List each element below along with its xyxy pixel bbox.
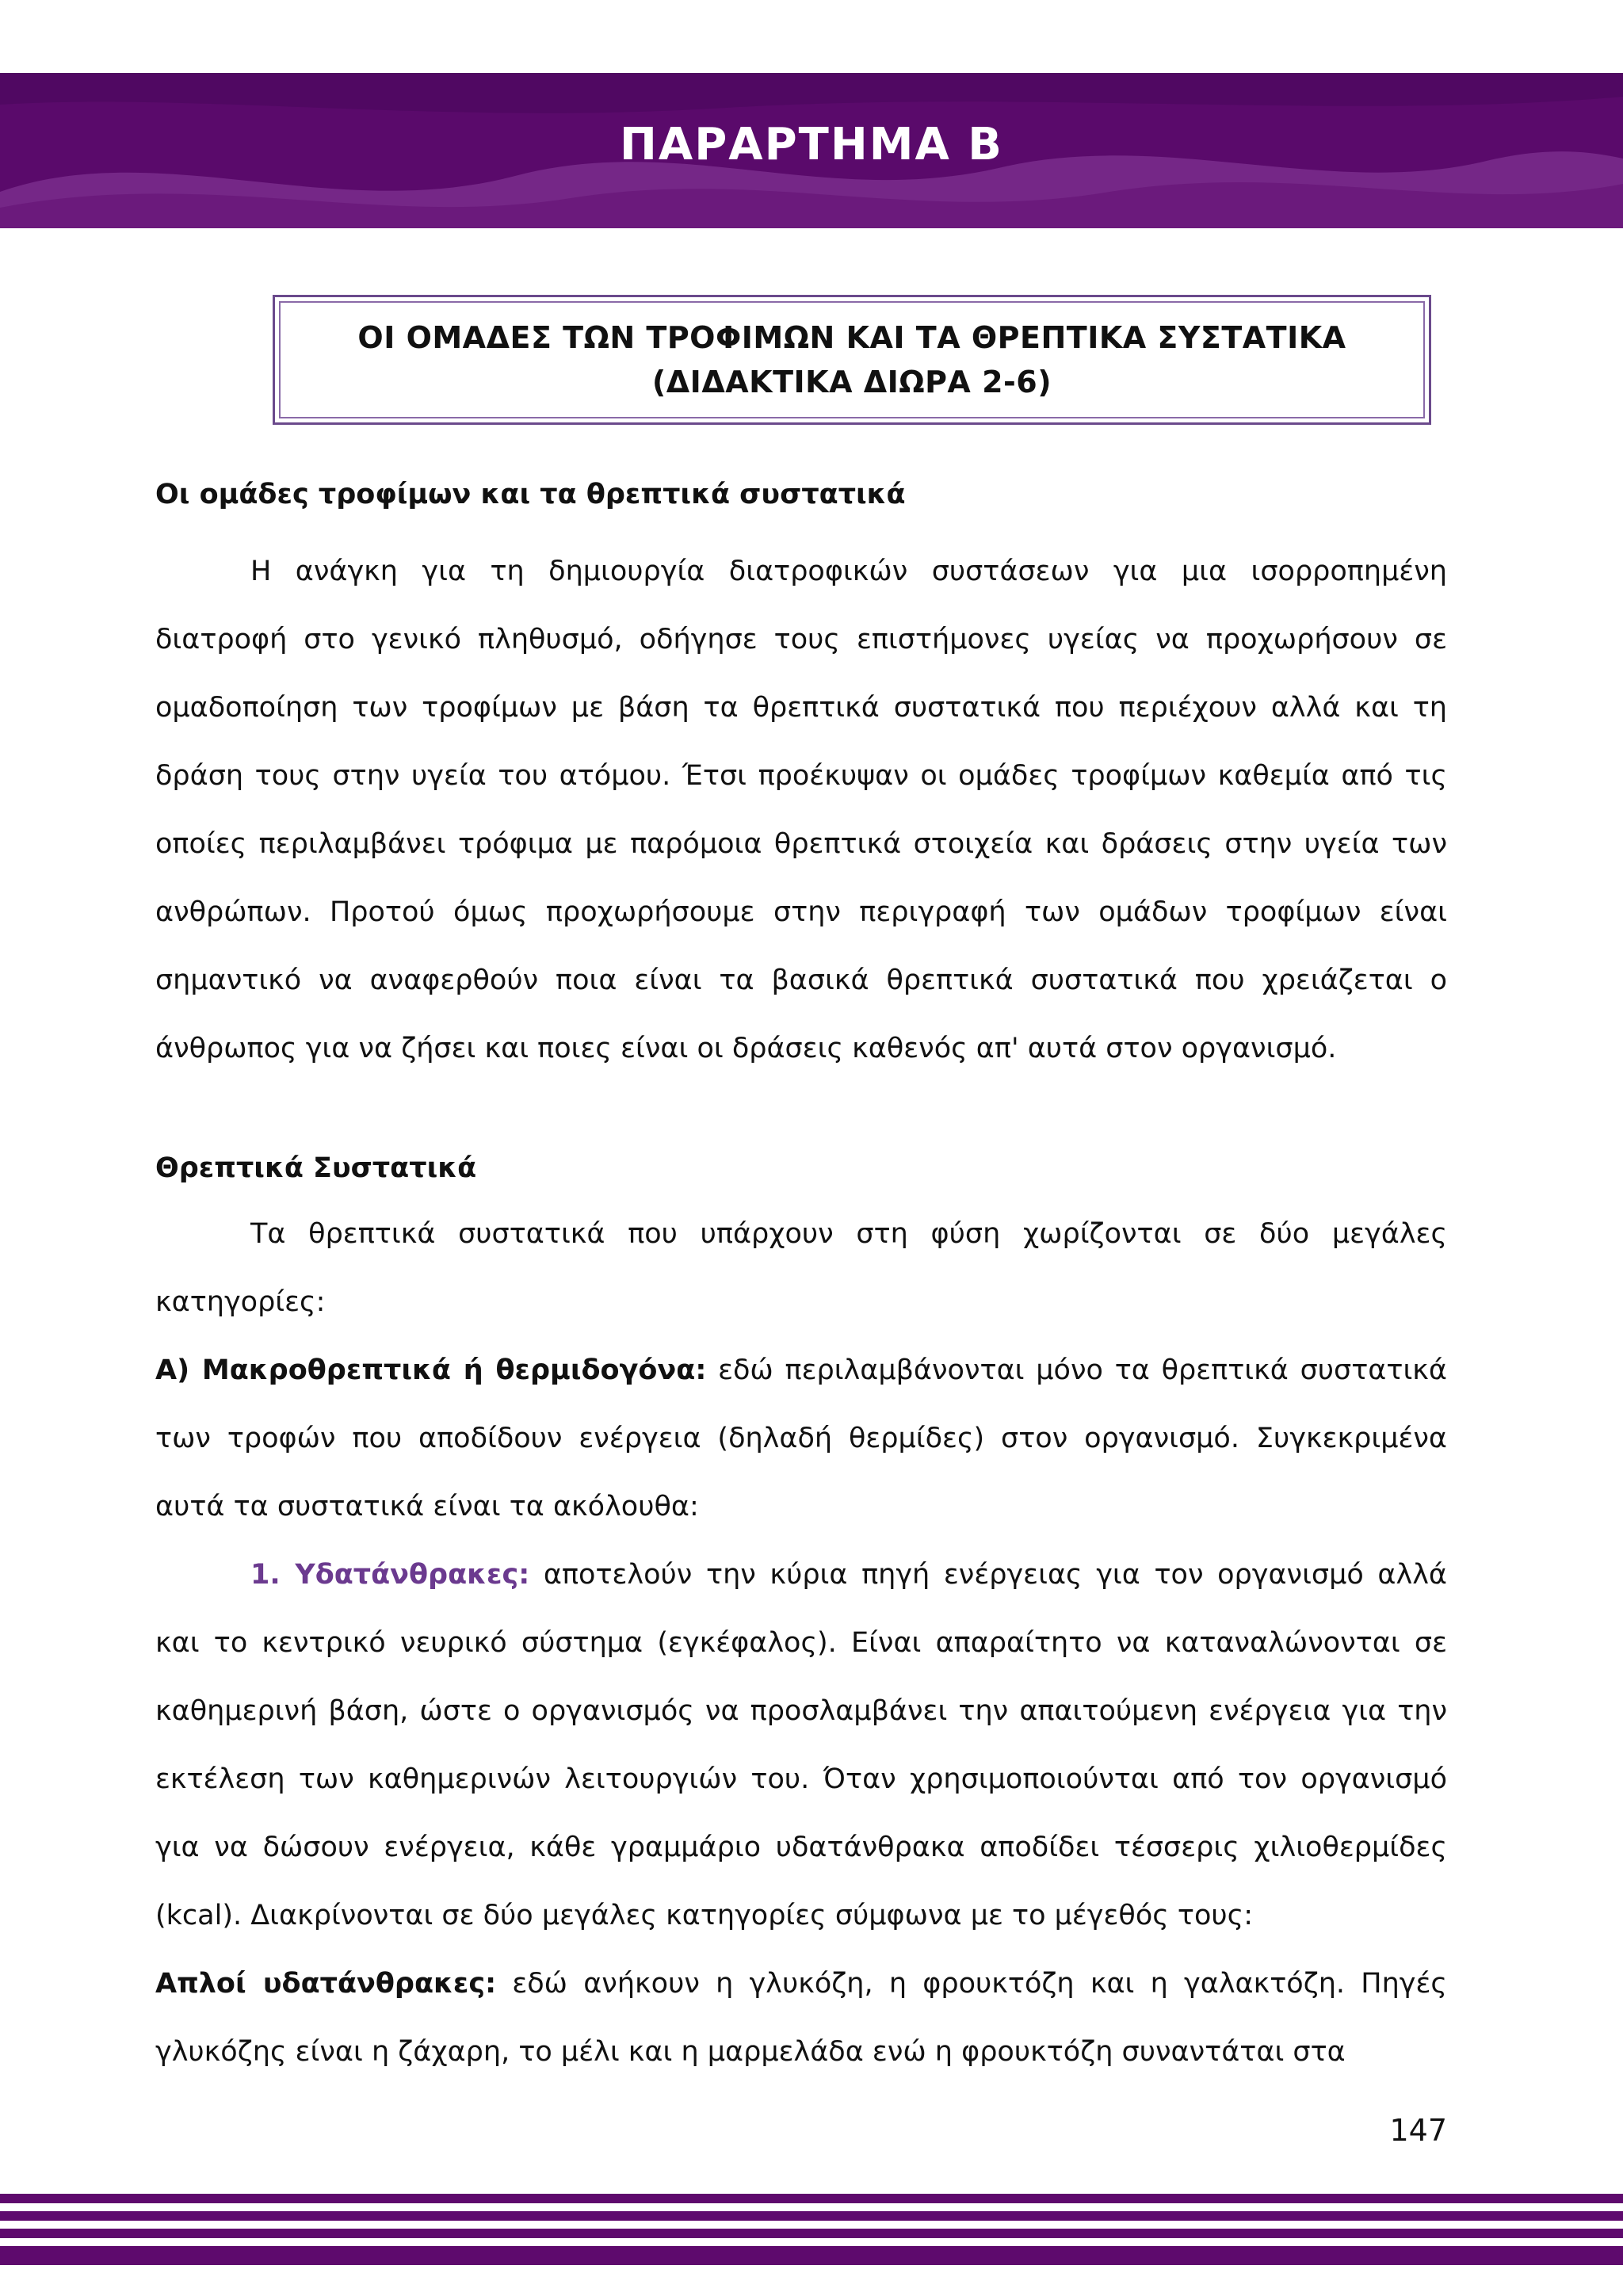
text-macronutrients: εδώ περιλαμβάνονται μόνο τα θρεπτικά συστατικά των τροφών που αποδίδουν ενέργεια (δηλαδή θερμίδες) στον οργανισμό. Συγκεκριμένα αυτά τα συστατικά είναι τα ακόλουθα:	[155, 1354, 1447, 1522]
footer-bar-2	[0, 2211, 1623, 2221]
appendix-title: ΠΑΡΑΡΤΗΜΑ Β	[620, 119, 1003, 170]
section-title-line-1: ΟΙ ΟΜΑΔΕΣ ΤΩΝ ΤΡΟΦΙΜΩΝ ΚΑΙ ΤΑ ΘΡΕΠΤΙΚΑ ΣΥΣΤΑΤΙΚΑ	[357, 320, 1346, 355]
paragraph-carbohydrates	[155, 1541, 1447, 1950]
text-carbohydrates: αποτελούν την κύρια πηγή ενέργειας για τον οργανισμό αλλά και το κεντρικό νευρικό σύστημα (εγκέφαλος). Είναι απαραίτητο να καταναλώνονται σε καθημερινή βάση, ώστε ο οργανισμός να προσλαμβάνει την απαιτούμενη ενέργεια για την εκτέλεση των καθημερινών λειτουργιών του. Όταν χρησιμοποιούνται από τον οργανισμό για να δώσουν ενέργεια, κάθε γραμμάριο υδατάνθρακα αποδίδει τέσσερις χιλιοθερμίδες (kcal). Διακρίνονται σε δύο μεγάλες κατηγορίες σύμφωνα με το μέγεθός τους:	[155, 1559, 1448, 1931]
footer-bar-3	[0, 2229, 1623, 2238]
footer-decoration	[0, 2194, 1623, 2265]
paragraph-food-groups: Η ανάγκη για τη δημιουργία διατροφικών συστάσεων για μια ισορροπημένη διατροφή στο γενικό πληθυσμό, οδήγησε τους επιστήμονες υγείας να προχωρήσουν σε ομαδοποίηση των τροφίμων με βάση τα θρεπτικά συστατικά που περιέχουν αλλά και τη δράση τους στην υγεία του ατόμου. Έτσι προέκυψαν οι ομάδες τροφίμων καθεμία από τις οποίες περιλαμβάνει τρόφιμα με παρόμοια θρεπτικά στοιχεία και δράσεις στην υγεία των ανθρώπων. Προτού όμως προχωρήσουμε στην περιγραφή των ομάδων τροφίμων είναι σημαντικό να αναφερθούν ποια είναι τα βασικά θρεπτικά συστατικά που χρειάζεται ο άνθρωπος για να ζήσει και ποιες είναι οι δράσεις καθενός απ' αυτά στον οργανισμό.	[155, 556, 1447, 1064]
term-macronutrients: Α) Μακροθρεπτικά ή θερμιδογόνα:	[155, 1354, 707, 1386]
paragraph-macronutrients	[155, 1336, 1447, 1541]
term-carbohydrates: 1. Υδατάνθρακες:	[250, 1559, 530, 1591]
section-title-box-inner	[279, 301, 1425, 418]
heading-nutrients: Θρεπτικά Συστατικά	[155, 1152, 477, 1184]
term-simple-carbohydrates: Απλοί υδατάνθρακες:	[155, 1968, 497, 2000]
footer-bar-1	[0, 2194, 1623, 2203]
footer-bar-4	[0, 2246, 1623, 2265]
section-title-line-2: (ΔΙΔΑΚΤΙΚΑ ΔΙΩΡΑ 2-6)	[651, 365, 1052, 399]
paragraph-nutrients-intro: Τα θρεπτικά συστατικά που υπάρχουν στη φύση χωρίζονται σε δύο μεγάλες κατηγορίες:	[155, 1218, 1447, 1318]
page-number: 147	[1389, 2113, 1447, 2148]
header-banner	[0, 73, 1623, 228]
paragraph-simple-carbohydrates	[155, 1950, 1447, 2086]
document-body	[155, 469, 1447, 2086]
section-title-box	[273, 295, 1431, 425]
text-simple-carbohydrates: εδώ ανήκουν η γλυκόζη, η φρουκτόζη και η γαλακτόζη. Πηγές γλυκόζης είναι η ζάχαρη, το μέλι και η μαρμελάδα ενώ η φρουκτόζη συναντάται στα	[155, 1968, 1447, 2068]
heading-food-groups: Οι ομάδες τροφίμων και τα θρεπτικά συστατικά	[155, 479, 906, 510]
